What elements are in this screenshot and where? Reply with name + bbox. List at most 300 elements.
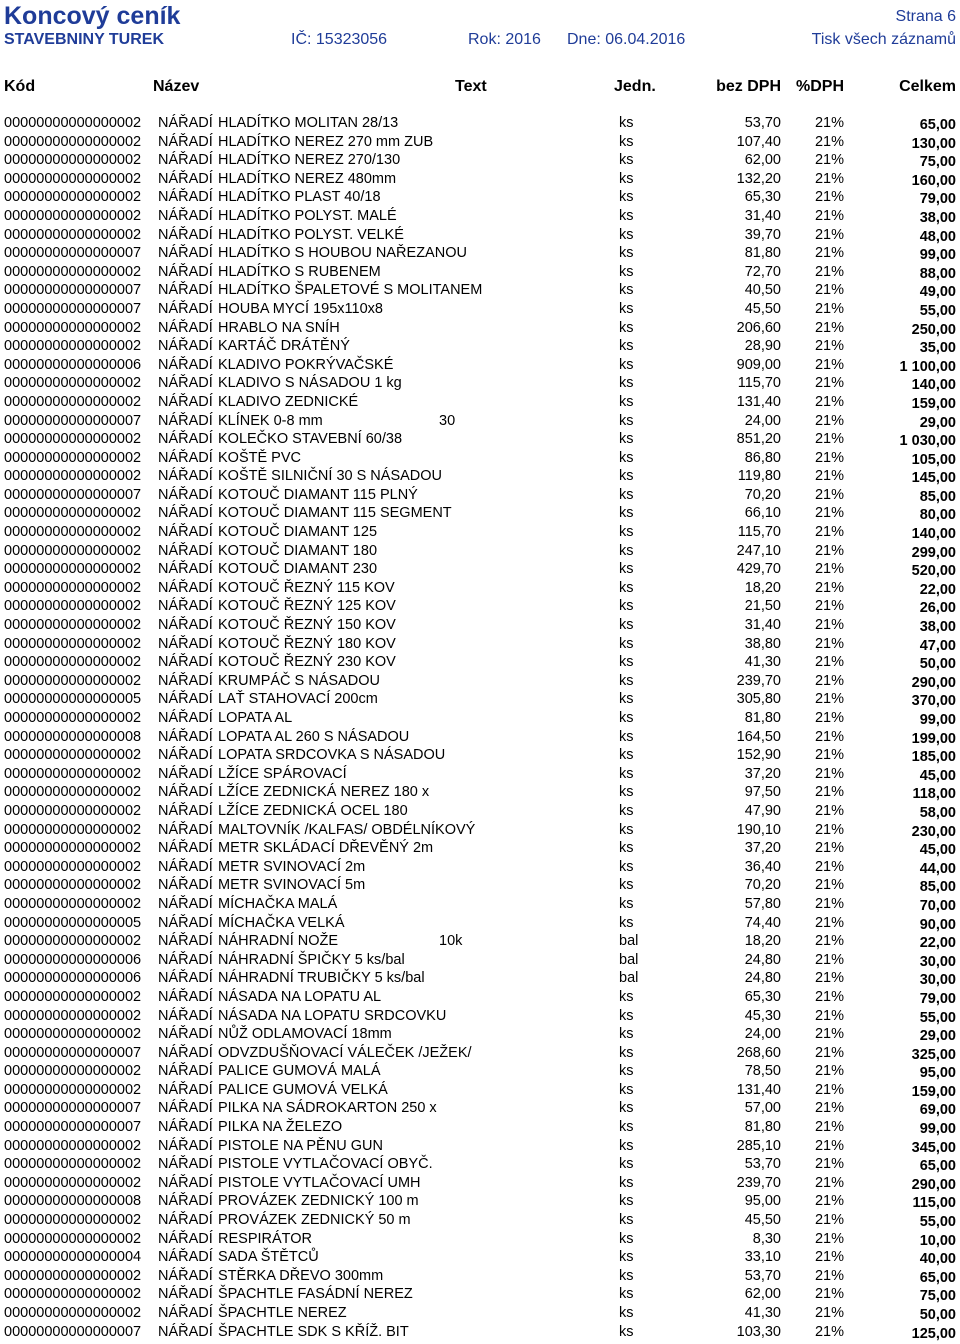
table-row [0,932,960,951]
company-ico: IČ: 15323056 [291,31,388,48]
table-row [0,207,960,226]
item-price: 115,70 [737,524,781,541]
item-vat: 21% [814,338,844,355]
table-row [0,765,960,784]
item-vat: 21% [814,765,844,782]
item-unit: ks [619,672,634,689]
item-total: 105,00 [911,451,956,468]
item-category: NÁŘADÍ [158,226,213,243]
item-category: NÁŘADÍ [158,152,213,169]
item-code: 00000000000000002 [4,1267,142,1284]
item-category: NÁŘADÍ [158,1193,213,1210]
item-category: NÁŘADÍ [158,449,213,466]
item-unit: ks [619,1137,634,1154]
item-code: 00000000000000002 [4,431,142,448]
item-code: 00000000000000006 [4,970,142,987]
item-name: KOTOUČ DIAMANT 115 SEGMENT [218,505,452,522]
item-total: 99,00 [919,247,956,264]
item-code: 00000000000000002 [4,654,142,671]
item-category: NÁŘADÍ [158,1137,213,1154]
table-row [0,653,960,672]
item-code: 00000000000000002 [4,635,142,652]
item-name: KOTOUČ DIAMANT 115 PLNÝ [218,486,418,503]
table-row [0,858,960,877]
item-price: 152,90 [736,747,781,764]
item-vat: 21% [814,821,844,838]
item-unit: ks [619,598,634,615]
item-name: METR SKLÁDACÍ DŘEVĚNÝ 2m [218,840,434,857]
table-row [0,300,960,319]
item-total: 90,00 [919,916,956,933]
item-price: 247,10 [736,542,781,559]
item-total: 75,00 [919,154,956,171]
item-price: 190,10 [736,821,781,838]
item-total: 50,00 [919,1307,956,1323]
table-row [0,821,960,840]
item-unit: ks [619,1119,634,1136]
item-code: 00000000000000002 [4,747,142,764]
table-row [0,374,960,393]
item-total: 58,00 [919,804,956,821]
table-row [0,412,960,431]
item-unit: ks [619,1305,634,1321]
item-name: KRUMPÁČ S NÁSADOU [218,672,380,689]
item-total: 29,00 [919,1028,956,1045]
table-row [0,133,960,152]
item-price: 45,50 [744,1212,781,1229]
item-price: 62,00 [744,152,781,169]
item-name: KOTOUČ DIAMANT 230 [218,561,378,578]
item-name: PILKA NA SÁDROKARTON 250 x [218,1100,437,1117]
item-unit: ks [619,728,634,745]
item-total: 44,00 [919,860,956,877]
item-unit: ks [619,263,634,280]
item-name: KLÍNEK 0-8 mm [218,412,323,429]
item-price: 18,20 [744,579,781,596]
item-price: 81,80 [744,245,781,262]
item-vat: 21% [814,1212,844,1229]
item-unit: ks [619,133,634,150]
item-unit: ks [619,412,634,429]
item-name: PISTOLE VYTLAČOVACÍ OBYČ. [218,1156,433,1173]
item-name: LŽÍCE SPÁROVACÍ [218,765,347,782]
table-row [0,1007,960,1026]
table-row [0,151,960,170]
item-category: NÁŘADÍ [158,1044,213,1061]
item-name: PISTOLE VYTLAČOVACÍ UMH [218,1174,421,1191]
item-category: NÁŘADÍ [158,840,213,857]
item-category: NÁŘADÍ [158,858,213,875]
item-vat: 21% [814,635,844,652]
item-total: 45,00 [919,767,956,784]
item-price: 164,50 [736,728,781,745]
item-total: 55,00 [919,1009,956,1026]
table-row [0,1155,960,1174]
table-row [0,1267,960,1286]
item-code: 00000000000000005 [4,914,142,931]
table-row [0,579,960,598]
item-total: 30,00 [919,953,956,970]
item-name: KOTOUČ DIAMANT 180 [218,542,378,559]
table-row [0,839,960,858]
item-unit: ks [619,1267,634,1284]
report-date: Dne: 06.04.2016 [567,31,686,48]
item-category: NÁŘADÍ [158,970,213,987]
company-name: STAVEBNINY TUREK [4,31,165,48]
item-name: LOPATA AL [218,710,293,726]
item-code: 00000000000000002 [4,449,142,466]
item-code: 00000000000000002 [4,170,142,187]
table-row [0,542,960,561]
item-total: 159,00 [911,395,956,412]
item-price: 45,50 [744,300,781,317]
item-code: 00000000000000002 [4,988,142,1005]
item-category: NÁŘADÍ [158,1323,213,1340]
item-total: 145,00 [911,470,956,487]
item-code: 00000000000000007 [4,1323,142,1340]
item-name: LŽÍCE ZEDNICKÁ NEREZ 180 x [218,784,430,801]
item-price: 8,30 [752,1230,781,1247]
item-name: ŠPACHTLE SDK S KŘÍŽ. BIT [218,1323,409,1340]
item-vat: 21% [814,375,844,392]
item-total: 35,00 [919,340,956,357]
item-price: 97,50 [744,784,781,801]
item-price: 285,10 [736,1137,781,1154]
item-unit: ks [619,1212,634,1229]
item-total: 22,00 [919,581,956,598]
item-vat: 21% [814,1100,844,1117]
item-vat: 21% [814,895,844,912]
item-unit: ks [619,877,634,894]
item-vat: 21% [814,988,844,1005]
item-unit: ks [619,115,634,131]
item-category: NÁŘADÍ [158,579,213,596]
item-code: 00000000000000004 [4,1249,142,1266]
item-name: HLADÍTKO ŠPALETOVÉ S MOLITANEM [218,282,483,299]
item-vat: 21% [814,542,844,559]
item-price: 74,40 [744,914,781,931]
item-total: 95,00 [919,1065,956,1082]
item-unit: ks [619,170,634,187]
item-name: NÁSADA NA LOPATU AL [218,988,382,1005]
item-vat: 21% [814,505,844,522]
item-category: NÁŘADÍ [158,170,213,187]
item-category: NÁŘADÍ [158,635,213,652]
item-name: HLADÍTKO S RUBENEM [218,263,381,280]
item-price: 70,20 [744,877,781,894]
item-vat: 21% [814,654,844,671]
item-category: NÁŘADÍ [158,1119,213,1136]
item-vat: 21% [814,282,844,299]
item-unit: ks [619,821,634,838]
item-unit: ks [619,319,634,336]
table-row [0,876,960,895]
item-price: 41,30 [744,654,781,671]
item-price: 24,00 [744,412,781,429]
item-name: NÁSADA NA LOPATU SRDCOVKU [218,1007,447,1024]
item-vat: 21% [814,226,844,243]
item-unit: ks [619,1323,634,1340]
item-price: 103,30 [736,1323,781,1340]
item-price: 38,80 [744,635,781,652]
item-vat: 21% [814,524,844,541]
item-category: NÁŘADÍ [158,914,213,931]
item-unit: ks [619,1174,634,1191]
item-total: 38,00 [919,209,956,226]
item-vat: 21% [814,747,844,764]
item-price: 40,50 [744,282,781,299]
item-category: NÁŘADÍ [158,542,213,559]
item-category: NÁŘADÍ [158,1286,213,1303]
item-vat: 21% [814,393,844,410]
item-category: NÁŘADÍ [158,765,213,782]
item-total: 370,00 [911,693,956,710]
item-vat: 21% [814,1305,844,1321]
report-subheader [0,31,960,51]
item-code: 00000000000000002 [4,189,142,206]
item-vat: 21% [814,1230,844,1247]
item-vat: 21% [814,1156,844,1173]
table-row [0,802,960,821]
table-row [0,523,960,542]
col-name: Název [153,78,200,95]
item-unit: ks [619,914,634,931]
table-row [0,1044,960,1063]
table-row [0,1304,960,1323]
item-price: 131,40 [736,393,781,410]
table-row [0,114,960,133]
item-name: PALICE GUMOVÁ MALÁ [218,1063,381,1080]
item-code: 00000000000000007 [4,486,142,503]
item-unit: ks [619,449,634,466]
item-category: NÁŘADÍ [158,393,213,410]
item-category: NÁŘADÍ [158,654,213,671]
item-unit: ks [619,1230,634,1247]
table-row [0,467,960,486]
item-code: 00000000000000002 [4,1007,142,1024]
item-name: ŠPACHTLE FASÁDNÍ NEREZ [218,1286,413,1303]
table-row [0,1285,960,1304]
item-code: 00000000000000002 [4,710,142,726]
item-code: 00000000000000006 [4,356,142,373]
item-name: KOTOUČ ŘEZNÝ 230 KOV [218,654,396,671]
item-unit: ks [619,468,634,485]
item-code: 00000000000000002 [4,505,142,522]
item-unit: ks [619,1044,634,1061]
item-unit: ks [619,393,634,410]
item-price: 66,10 [744,505,781,522]
item-code: 00000000000000008 [4,728,142,745]
item-code: 00000000000000002 [4,1063,142,1080]
item-name: METR SVINOVACÍ 5m [218,877,366,894]
item-category: NÁŘADÍ [158,821,213,838]
item-total: 75,00 [919,1288,956,1305]
item-code: 00000000000000002 [4,338,142,355]
item-unit: ks [619,1286,634,1303]
table-row [0,1137,960,1156]
item-price: 24,80 [744,970,781,987]
item-price: 65,30 [744,189,781,206]
item-name: LOPATA AL 260 S NÁSADOU [218,728,410,745]
item-code: 00000000000000002 [4,1026,142,1043]
table-row [0,1025,960,1044]
item-vat: 21% [814,1267,844,1284]
item-category: NÁŘADÍ [158,1267,213,1284]
table-header [0,78,960,98]
item-vat: 21% [814,858,844,875]
item-total: 70,00 [919,897,956,914]
col-price: bez DPH [716,78,781,95]
item-vat: 21% [814,1026,844,1043]
item-vat: 21% [814,1174,844,1191]
item-category: NÁŘADÍ [158,486,213,503]
item-price: 70,20 [744,486,781,503]
item-vat: 21% [814,356,844,373]
item-code: 00000000000000007 [4,1119,142,1136]
item-total: 160,00 [911,172,956,189]
item-unit: ks [619,1249,634,1266]
table-row [0,1099,960,1118]
item-total: 1 100,00 [899,358,956,375]
item-unit: ks [619,579,634,596]
item-unit: ks [619,1007,634,1024]
table-row [0,635,960,654]
item-category: NÁŘADÍ [158,356,213,373]
item-category: NÁŘADÍ [158,802,213,819]
item-name: KARTÁČ DRÁTĚNÝ [218,338,350,355]
table-row [0,430,960,449]
col-unit: Jedn. [614,78,656,95]
item-category: NÁŘADÍ [158,505,213,522]
table-row [0,616,960,635]
item-text: 10k [439,933,463,950]
item-total: 85,00 [919,488,956,505]
item-vat: 21% [814,1119,844,1136]
item-category: NÁŘADÍ [158,1249,213,1266]
item-total: 520,00 [911,563,956,580]
item-code: 00000000000000002 [4,561,142,578]
table-row [0,226,960,245]
item-total: 10,00 [919,1232,956,1249]
table-row [0,690,960,709]
item-price: 239,70 [736,672,781,689]
item-category: NÁŘADÍ [158,951,213,968]
item-vat: 21% [814,189,844,206]
item-name: ODVZDUŠŇOVACÍ VÁLEČEK /JEŽEK/ [218,1044,472,1061]
item-unit: bal [619,933,639,950]
item-unit: ks [619,505,634,522]
item-category: NÁŘADÍ [158,338,213,355]
item-vat: 21% [814,412,844,429]
item-unit: ks [619,152,634,169]
item-name: LOPATA SRDCOVKA S NÁSADOU [218,747,446,764]
item-name: KOTOUČ ŘEZNÝ 125 KOV [218,598,396,615]
item-code: 00000000000000002 [4,617,142,634]
item-vat: 21% [814,598,844,615]
item-unit: ks [619,1193,634,1210]
item-name: PALICE GUMOVÁ VELKÁ [218,1081,388,1098]
item-code: 00000000000000002 [4,263,142,280]
item-total: 125,00 [911,1325,956,1342]
item-name: HLADÍTKO PLAST 40/18 [218,189,381,206]
item-code: 00000000000000007 [4,412,142,429]
item-total: 69,00 [919,1102,956,1119]
item-category: NÁŘADÍ [158,1305,213,1321]
table-row [0,895,960,914]
item-name: NÁHRADNÍ TRUBIČKY 5 ks/bal [218,970,425,987]
item-total: 29,00 [919,414,956,431]
item-name: HLADÍTKO NEREZ 270 mm ZUB [218,133,434,150]
item-unit: bal [619,970,639,987]
item-category: NÁŘADÍ [158,1156,213,1173]
item-code: 00000000000000002 [4,672,142,689]
item-vat: 21% [814,1081,844,1098]
table-row [0,337,960,356]
item-name: KLADIVO POKRÝVAČSKÉ [218,356,394,373]
item-code: 00000000000000002 [4,821,142,838]
item-category: NÁŘADÍ [158,1212,213,1229]
item-category: NÁŘADÍ [158,1100,213,1117]
item-code: 00000000000000002 [4,1286,142,1303]
item-code: 00000000000000006 [4,951,142,968]
item-total: 185,00 [911,749,956,766]
item-code: 00000000000000002 [4,1081,142,1098]
item-unit: ks [619,561,634,578]
item-code: 00000000000000002 [4,393,142,410]
table-row [0,170,960,189]
item-vat: 21% [814,579,844,596]
item-total: 140,00 [911,377,956,394]
item-unit: ks [619,765,634,782]
table-row [0,188,960,207]
item-price: 24,00 [744,1026,781,1043]
item-total: 65,00 [919,1269,956,1286]
item-category: NÁŘADÍ [158,524,213,541]
item-code: 00000000000000002 [4,579,142,596]
col-total: Celkem [899,78,956,95]
item-vat: 21% [814,970,844,987]
item-unit: ks [619,300,634,317]
item-price: 53,70 [744,1156,781,1173]
table-row [0,356,960,375]
item-price: 33,10 [744,1249,781,1266]
table-row [0,263,960,282]
item-price: 21,50 [744,598,781,615]
item-price: 909,00 [736,356,781,373]
item-unit: ks [619,1100,634,1117]
table-row [0,560,960,579]
item-category: NÁŘADÍ [158,282,213,299]
item-total: 1 030,00 [899,433,956,450]
item-unit: ks [619,524,634,541]
item-category: NÁŘADÍ [158,319,213,336]
item-code: 00000000000000002 [4,765,142,782]
item-price: 57,80 [744,895,781,912]
item-total: 30,00 [919,972,956,989]
item-price: 305,80 [736,691,781,708]
item-vat: 21% [814,802,844,819]
item-unit: ks [619,747,634,764]
table-row [0,1230,960,1249]
item-vat: 21% [814,431,844,448]
item-price: 72,70 [744,263,781,280]
item-total: 55,00 [919,302,956,319]
table-row [0,244,960,263]
item-vat: 21% [814,1063,844,1080]
item-vat: 21% [814,561,844,578]
item-price: 24,80 [744,951,781,968]
item-unit: ks [619,338,634,355]
